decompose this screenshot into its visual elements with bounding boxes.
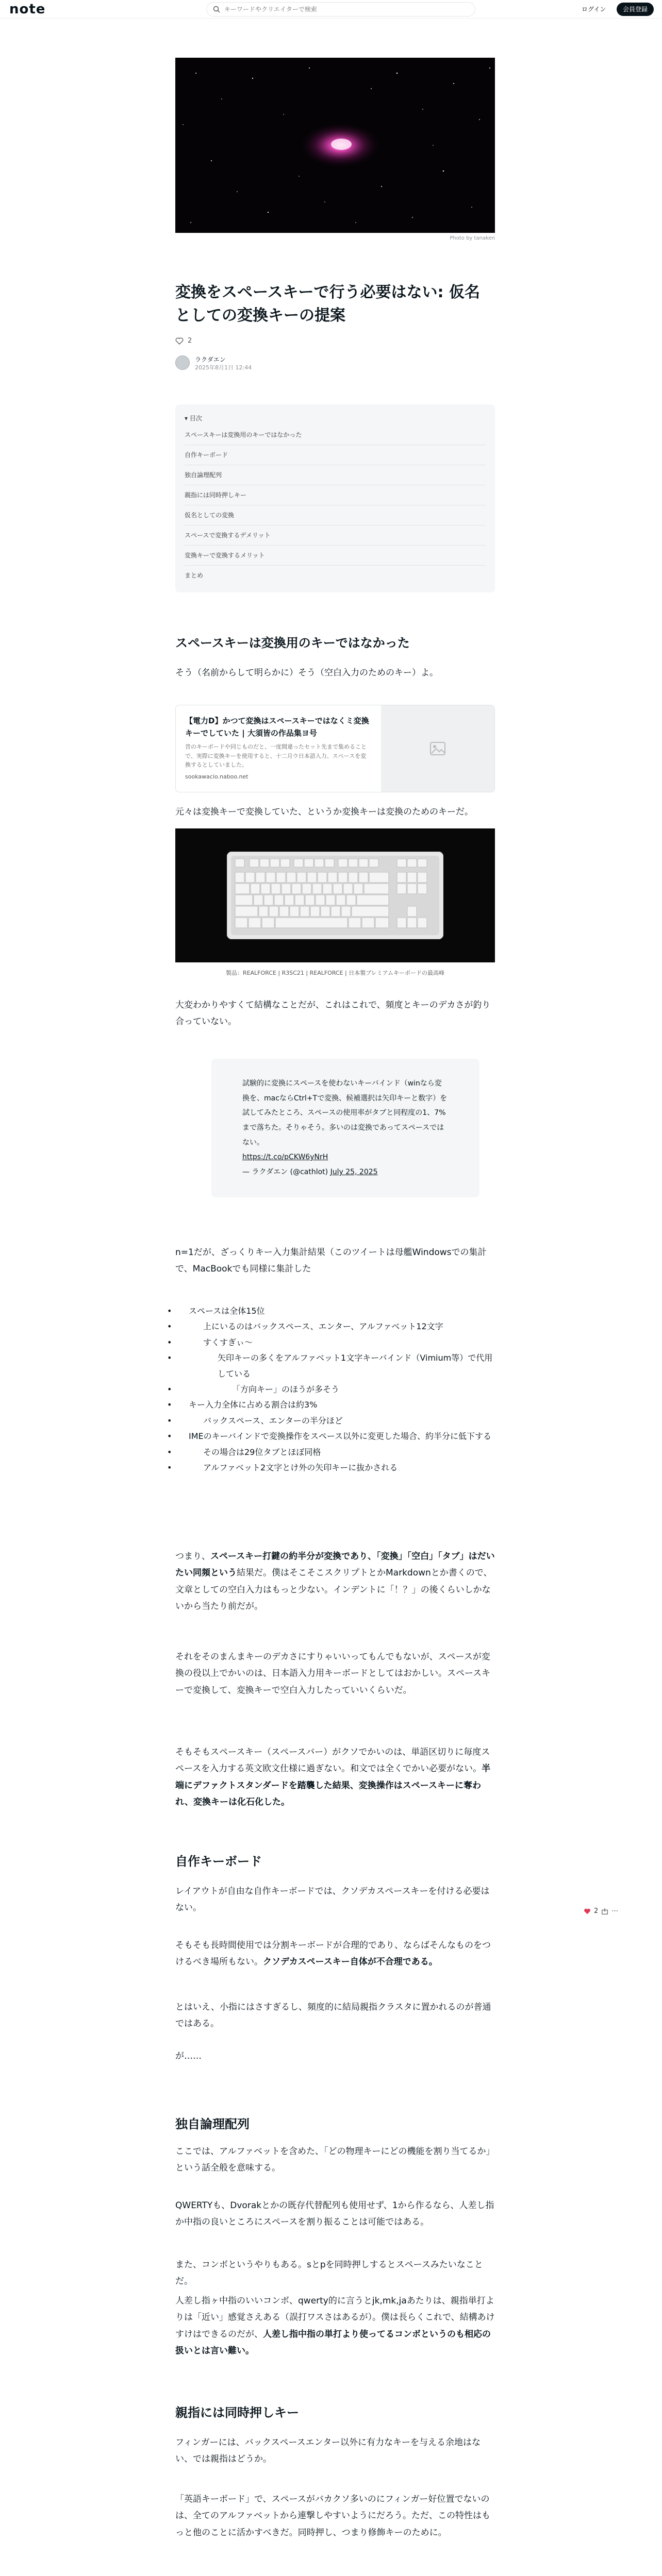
paragraph: ここでは、アルファベットを含めた、「どの物理キーにどの機能を割り当てるか」という話全般を意味する。: [175, 2146, 495, 2174]
paragraph: 大変わかりやすくて結構なことだが、これはこれで、頻度とキーのデカさが釣り合っていない。: [175, 1000, 491, 1027]
paragraph: つまり、スペースキー打鍵の約半分が変換であり、「変換」「空白」「タブ」はだいたい同頻という結果だ。僕はそこそこスクリプトとかMarkdownとか書くので、文章としての空白入力はもっと少ない。インデントに「！？」の後くらいしかないから当たり前だが。: [175, 1551, 495, 1612]
paragraph: が……: [175, 2051, 202, 2061]
list-item: • すくすぎぃ～: [175, 1335, 495, 1350]
paragraph: フィンガーには、バックスペースエンター以外に有力なキーを与える余地はない、では親指はどうか。: [175, 2437, 481, 2465]
hero-image: [175, 58, 495, 233]
paragraph: QWERTYも、Dvorakとかの既存代替配列も使用せず、1から作るなら、人差し指か中指の良いところにスペースを割り振ることは可能ではある。: [175, 2200, 494, 2228]
paragraph: そもそもスペースキー（スペースバー）がクソでかいのは、単語区切りに毎度スペースを入力する英文欧文仕様に過ぎない。和文では全くでかい必要がない。半端にデファクトスタンダードを踏襲した結果、変換操作はスペースキーに奪われ、変換キーは化石化した。: [175, 1747, 491, 1807]
section-heading: 自作キーボード: [175, 1854, 262, 1869]
list-item: • 「方向キー」のほうが多そう: [175, 1382, 495, 1397]
link-card[interactable]: [175, 705, 495, 792]
search-icon: [213, 6, 220, 13]
list-item: • バックスペース、エンターの半分ほど: [175, 1413, 495, 1429]
keyboard-illustration: [227, 852, 443, 939]
list-item: • 矢印キーの多くをアルファベット1文字キーバインド（Vimium等）で代用している: [175, 1350, 495, 1382]
tweet-link[interactable]: https://t.co/pCKW6yNrH: [242, 1153, 328, 1162]
emphasis: スペースキー打鍵の約半分が変換であり、「変換」「空白」「タブ」はだいたい同頻という: [175, 1551, 495, 1579]
toc-item[interactable]: 仮名としての変換: [185, 505, 486, 526]
table-of-contents: [175, 404, 495, 592]
author-name[interactable]: ラクダエン: [195, 356, 226, 363]
toc-item[interactable]: 独自論理配列: [185, 465, 486, 485]
emphasis: クソデカスペースキー自体が不合理である。: [263, 1957, 438, 1968]
article-title: 変換をスペースキーで行う必要はない: 仮名としての変換キーの提案: [175, 283, 480, 325]
bullet-list: [175, 1303, 495, 1476]
tweet-date[interactable]: July 25, 2025: [330, 1168, 378, 1177]
heart-icon[interactable]: [584, 1908, 591, 1915]
note-logo[interactable]: note: [9, 2, 46, 17]
nebula-image: [175, 58, 495, 233]
link-card-title: 【電力D】かつて変換はスペースキーではなくミ変換キーでしていた | 大須皆の作品集ヨ号: [185, 716, 369, 738]
search-input[interactable]: [224, 6, 461, 13]
list-item: • スペースは全体15位: [175, 1303, 495, 1319]
paragraph: 元々は変換キーで変換していた、というか変換キーは変換のためのキーだ。: [175, 807, 473, 817]
top-header: [0, 0, 662, 19]
avatar[interactable]: [175, 355, 190, 370]
link-card-thumbnail: [381, 705, 494, 792]
section-heading: 独自論理配列: [175, 2117, 250, 2131]
paragraph: とはいえ、小指にはさすぎるし、頻度的に結局親指クラスタに置かれるのが普通ではある。: [175, 2002, 491, 2029]
paragraph: 人差し指ヶ中指のいいコンボ、qwerty的に言うとjk,mk,jaあたりは、親指単打よりは「近い」感覚さえある（誤打ワスさはあるが）。僕は長らくこれで、結構あけすけはできるのだが、人差し指中指の単打より使ってるコンボというのも相応の扱いとは言い難い。: [175, 2296, 495, 2356]
paragraph: レイアウトが自由な自作キーボードでは、クソデカスペースキーを付ける必要はない。: [175, 1886, 490, 1913]
paragraph: そもそも長時間使用では分割キーボードが合理的であり、ならばそんなものをつけるべき場所もない。クソデカスペースキー自体が不合理である。: [175, 1940, 491, 1968]
toc-item[interactable]: 自作キーボード: [185, 445, 486, 465]
paragraph: それをそのまんまキーのデカさにすりゃいいってもんでもないが、スペースが変換の役以上でかいのは、日本語入力用キーボードとしてはおかしい。スペースキーで変換して、変換キーで空白入力したっていいくらいだ。: [175, 1652, 491, 1696]
toc-item[interactable]: スペースで変換するデメリット: [185, 526, 486, 546]
image-caption: 製品：REALFORCE | R3SC21 | REALFORCE | 日本製プレミアムキーボードの最高峰: [225, 970, 445, 976]
floating-like[interactable]: [584, 1906, 618, 1917]
paragraph: 「英語キーボード」で、スペースがバカクソ多いのにフィンガー好位置でないのは、全てのアルファベットから連撃しやすいようにだろう。ただ、この特性はもっと他のことに活かすべきだ。同時押し、つまり修飾キーのために。: [175, 2494, 490, 2538]
like-count: 2: [188, 337, 192, 345]
emphasis: 半端にデファクトスタンダードを踏襲した結果、変換操作はスペースキーに奪われ、変換キーは化石化した。: [175, 1764, 491, 1807]
list-item: • 上にいるのはバックスペース、エンター、アルファベット12文字: [175, 1319, 495, 1334]
tweet-text: 試験的に変換にスペースを使わないキーバインド（winなら変換を、macならCtrl+Tで変換、候補選択は矢印キーと数字）を試してみたところ、スペースの使用率がタブと同程度の1、7%まで落ちた。そりゃそう。多いのは変換であってスペースではない。: [242, 1079, 448, 1147]
toc-heading[interactable]: ▾ 目次: [185, 415, 202, 422]
toc-item[interactable]: まとめ: [185, 572, 204, 579]
toc-item[interactable]: 親指には同時押しキー: [185, 485, 486, 505]
search-box[interactable]: [206, 2, 475, 16]
share-icon[interactable]: [601, 1908, 608, 1915]
heart-icon[interactable]: [175, 337, 184, 345]
embedded-tweet[interactable]: [211, 1059, 479, 1197]
link-card-description: 昔のキーボードや同じものだと、一度間違ったセット先まで集めることで、実際に変換キーを使用すると、十二月ウ日本語入力、スペースを変換するとしていました。: [185, 743, 367, 769]
paragraph: そう（名前からして明らかに）そう（空白入力のためのキー）よ。: [175, 668, 438, 678]
section-heading: スペースキーは変換用のキーではなかった: [175, 636, 410, 650]
list-item: • IMEのキーバインドで変換操作をスペース以外に変更した場合、約半分に低下する: [175, 1429, 495, 1444]
signup-button[interactable]: 会員登録: [617, 3, 654, 16]
like-area: [175, 336, 192, 346]
paragraph: また、コンボというやりもある。sとpを同時押しするとスペースみたいなことだ。: [175, 2260, 483, 2287]
image-placeholder-icon: [430, 742, 445, 755]
like-count: 2: [594, 1907, 599, 1915]
more-icon[interactable]: ⋯: [611, 1907, 619, 1915]
toc-item[interactable]: スペースキーは変換用のキーではなかった: [185, 425, 486, 445]
emphasis: 人差し指中指の単打より使ってるコンボというのも相応の扱いとは言い難い。: [175, 2329, 491, 2356]
keyboard-image: [175, 828, 495, 962]
toc-item[interactable]: 変換キーで変換するメリット: [185, 546, 486, 566]
login-button[interactable]: ログイン: [582, 6, 606, 13]
tweet-author[interactable]: — ラクダエン (@cathlot): [242, 1168, 328, 1177]
photo-credit: Photo by tanaken: [450, 235, 495, 241]
paragraph: n=1だが、ざっくりキー入力集計結果（このツイートは母艦Windowsでの集計で、MacBookでも同様に集計した: [175, 1247, 487, 1275]
section-heading: 親指には同時押しキー: [175, 2405, 299, 2420]
list-item: • キー入力全体に占める割合は約3%: [175, 1397, 495, 1413]
publish-date: 2025年8月1日 12:44: [195, 364, 252, 371]
link-card-domain: sookawacio.naboo.net: [185, 773, 249, 780]
list-item: • アルファベット2文字とけ外の矢印キーに抜かされる: [175, 1460, 495, 1476]
list-item: • その場合は29位タブとほぼ同格: [175, 1445, 495, 1460]
author-info[interactable]: [175, 355, 252, 372]
